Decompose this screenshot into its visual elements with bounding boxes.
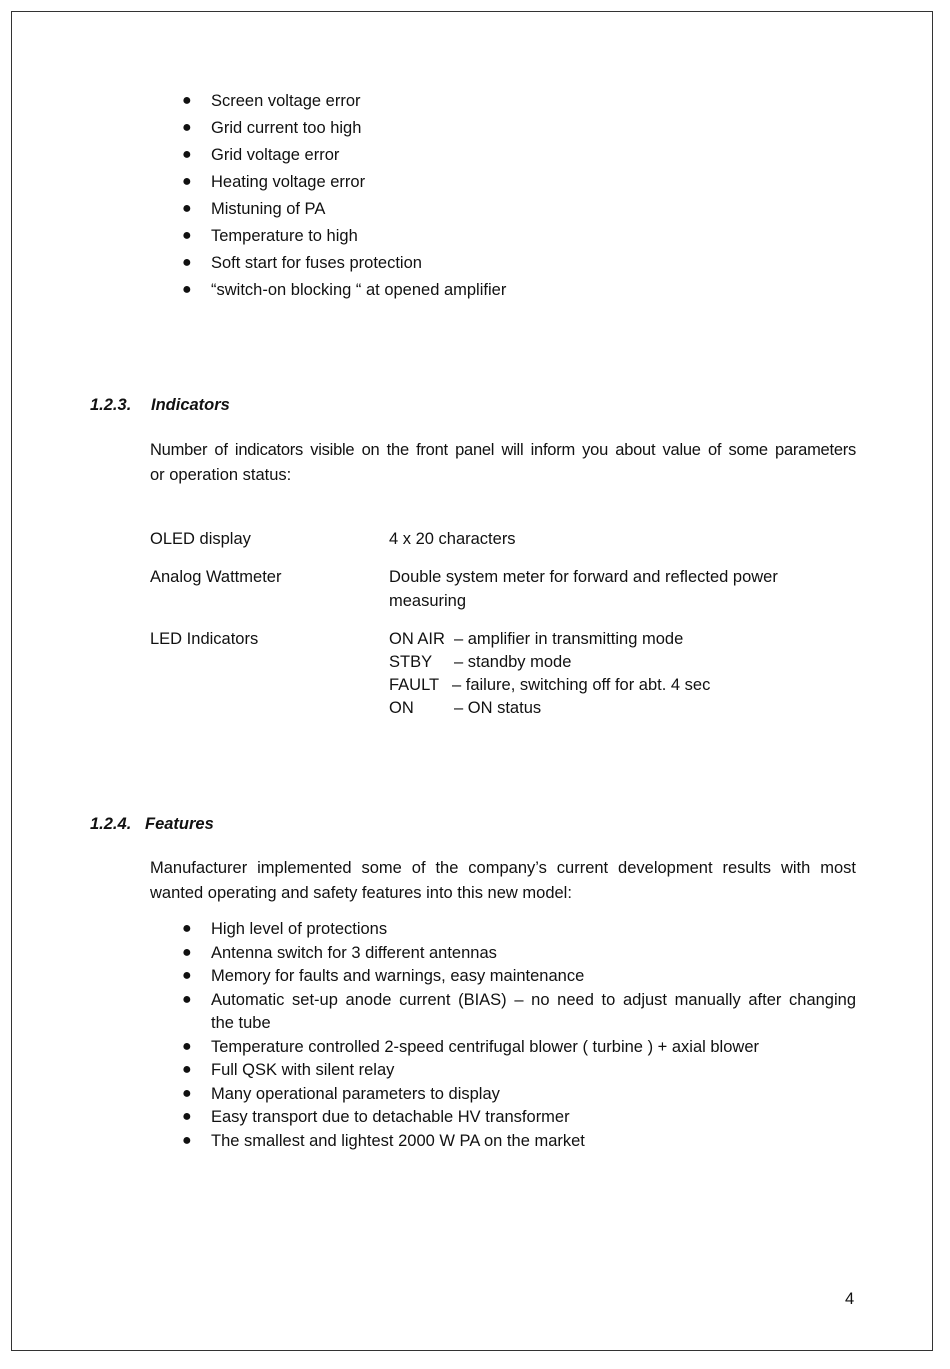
- bullet-icon: ●: [182, 1108, 192, 1125]
- oled-label: OLED display: [150, 530, 251, 548]
- list-item: ● Many operational parameters to display: [182, 1084, 500, 1103]
- bullet-icon: ●: [182, 1084, 192, 1102]
- led-desc-stby: – standby mode: [454, 653, 572, 671]
- bullet-icon: ●: [182, 119, 192, 136]
- list-item: ● Heating voltage error: [182, 173, 366, 191]
- list-item: ● Mistuning of PA: [182, 200, 326, 218]
- bullet-icon: ●: [182, 1037, 192, 1055]
- list-item: ● “switch-on blocking “ at opened amplifier: [182, 281, 507, 299]
- bullet-icon: ●: [182, 943, 192, 961]
- list-item: ● Easy transport due to detachable HV transformer: [182, 1108, 570, 1126]
- list-item: ● Automatic set-up anode current (BIAS) – no need to adjust manually after changing: [182, 990, 856, 1009]
- bullet-icon: ●: [182, 173, 192, 190]
- list-item: ● Grid voltage error: [182, 146, 340, 164]
- list-item: ● The smallest and lightest 2000 W PA on the market: [182, 1131, 585, 1150]
- section-title-indicators: Indicators: [151, 396, 230, 414]
- bullet-icon: ●: [182, 967, 192, 984]
- list-item: ● Soft start for fuses protection: [182, 254, 422, 272]
- list-item: ● Screen voltage error: [182, 92, 361, 110]
- led-desc-fault: – failure, switching off for abt. 4 sec: [452, 676, 711, 694]
- bullet-icon: ●: [182, 227, 192, 244]
- list-item: ● Memory for faults and warnings, easy maintenance: [182, 967, 585, 985]
- indicators-intro: Number of indicators visible on the front panel will inform you about value of some parameters or operation status:: [150, 441, 856, 484]
- list-item: ● Antenna switch for 3 different antennas: [182, 943, 497, 962]
- section-number-indicators: 1.2.3.: [90, 396, 132, 414]
- bullet-icon: ●: [182, 254, 192, 271]
- bullet-icon: ●: [182, 92, 192, 109]
- list-item: ● High level of protections: [182, 920, 388, 938]
- led-name-on-air: ON AIR: [389, 630, 445, 648]
- bullet-icon: ●: [182, 146, 192, 163]
- led-name-on: ON: [389, 699, 414, 717]
- bullet-icon: ●: [182, 1061, 192, 1078]
- features-list: [182, 920, 856, 1155]
- wattmeter-label: Analog Wattmeter: [150, 568, 282, 586]
- bullet-icon: ●: [182, 1131, 192, 1149]
- led-desc-on: – ON status: [454, 699, 542, 717]
- bullet-icon: ●: [182, 990, 192, 1008]
- protection-list: [182, 92, 507, 308]
- led-name-stby: STBY: [389, 653, 433, 671]
- led-desc-on-air: – amplifier in transmitting mode: [454, 630, 684, 648]
- list-item: ● Full QSK with silent relay: [182, 1061, 395, 1079]
- list-item: ● Temperature controlled 2-speed centrifugal blower ( turbine ) + axial blower: [182, 1037, 759, 1056]
- list-item-continuation: the tube: [211, 1014, 271, 1032]
- bullet-icon: ●: [182, 200, 192, 217]
- section-number-features: 1.2.4.: [90, 815, 132, 833]
- list-item: ● Grid current too high: [182, 119, 362, 137]
- list-item: ● Temperature to high: [182, 227, 358, 245]
- led-name-fault: FAULT: [389, 676, 440, 694]
- bullet-icon: ●: [182, 281, 192, 298]
- features-intro: Manufacturer implemented some of the company’s current development results with most wanted operating and safety features into this new model:: [150, 859, 856, 902]
- wattmeter-value-line2: measuring: [389, 592, 467, 610]
- section-title-features: Features: [145, 815, 214, 833]
- oled-value: 4 x 20 characters: [389, 530, 516, 548]
- page-number: 4: [845, 1290, 855, 1308]
- led-label: LED Indicators: [150, 630, 259, 648]
- wattmeter-value-line1: Double system meter for forward and reflected power: [389, 568, 778, 586]
- bullet-icon: ●: [182, 920, 192, 937]
